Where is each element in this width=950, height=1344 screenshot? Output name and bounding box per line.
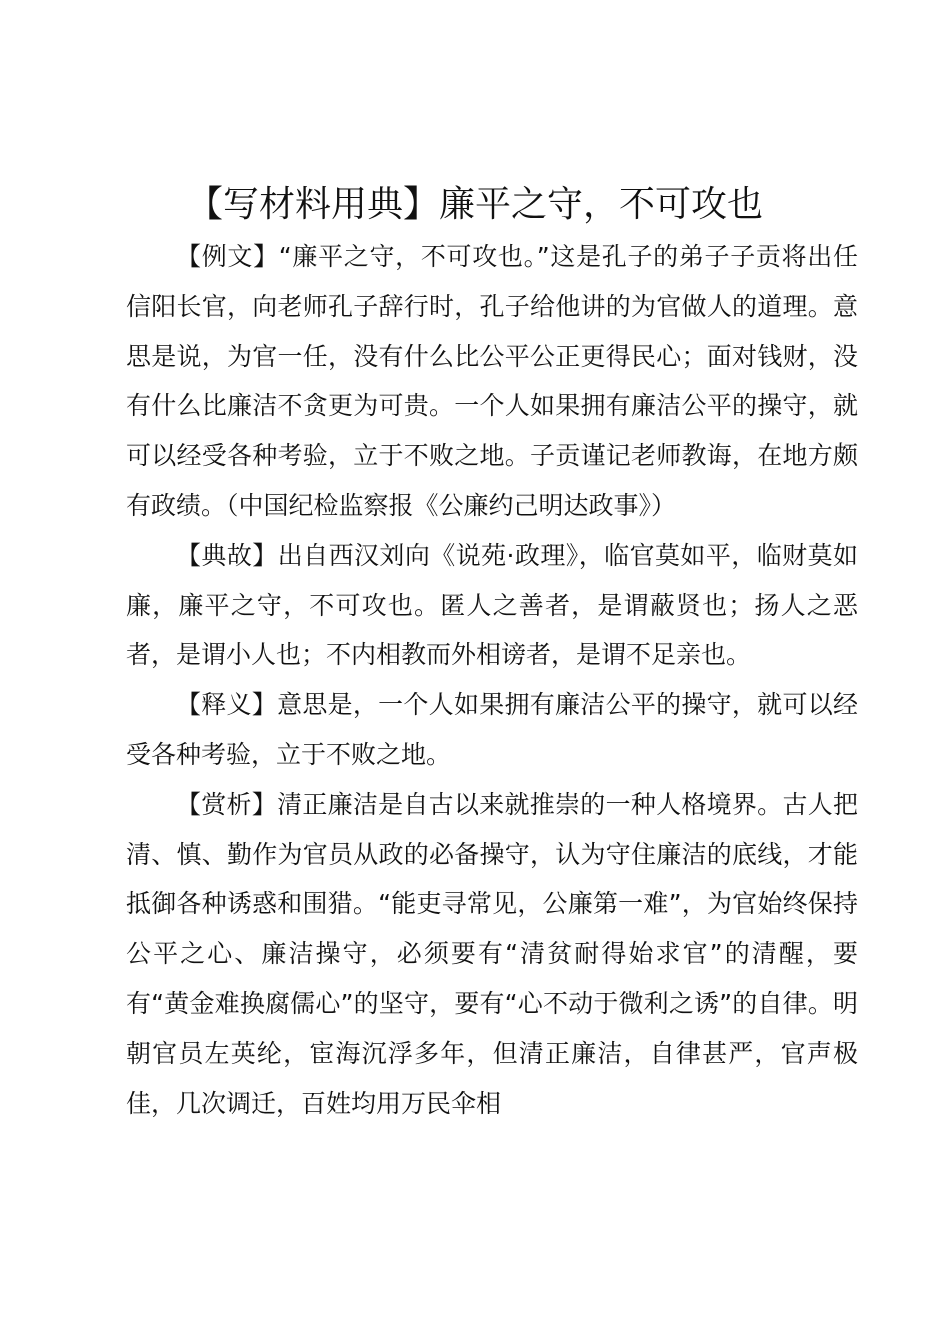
paragraph-allusion: 【典故】出自西汉刘向《说苑·政理》，临官莫如平，临财莫如廉，廉平之守，不可攻也。匿人之善者，是谓蔽贤也；扬人之恶者，是谓小人也；不内相教而外相谤者，是谓不足亲也。 [126,540,858,670]
paragraph-interpretation: 【释义】意思是，一个人如果拥有廉洁公平的操守，就可以经受各种考验，立于不败之地。 [126,690,858,769]
document-title: 【写材料用典】廉平之守，不可攻也 [186,184,763,225]
paragraph-example: 【例文】“廉平之守，不可攻也。”这是孔子的弟子子贡将出任信阳长官，向老师孔子辞行时，孔子给他讲的为官做人的道理。意思是说，为官一任，没有什么比公平公正更得民心；面对钱财，没有什么比廉洁不贪更为可贵。一个人如果拥有廉洁公平的操守，就可以经受各种考验，立于不败之地。子贡谨记老师教诲，在地方颇有政绩。（中国纪检监察报《公廉约己明达政事》） [126,242,858,520]
paragraph-appreciation: 【赏析】清正廉洁是自古以来就推崇的一种人格境界。古人把清、慎、勤作为官员从政的必备操守，认为守住廉洁的底线，才能抵御各种诱惑和围猎。“能吏寻常见，公廉第一难”，为官始终保持公平之心、廉洁操守，必须要有“清贫耐得始求官”的清醒，要有“黄金难换腐儒心”的坚守，要有“心不动于微利之诱”的自律。明朝官员左英纶，宦海沉浮多年，但清正廉洁，自律甚严，官声极佳，几次调迁，百姓均用万民伞相 [126,789,858,1118]
document-body [126,232,858,1128]
